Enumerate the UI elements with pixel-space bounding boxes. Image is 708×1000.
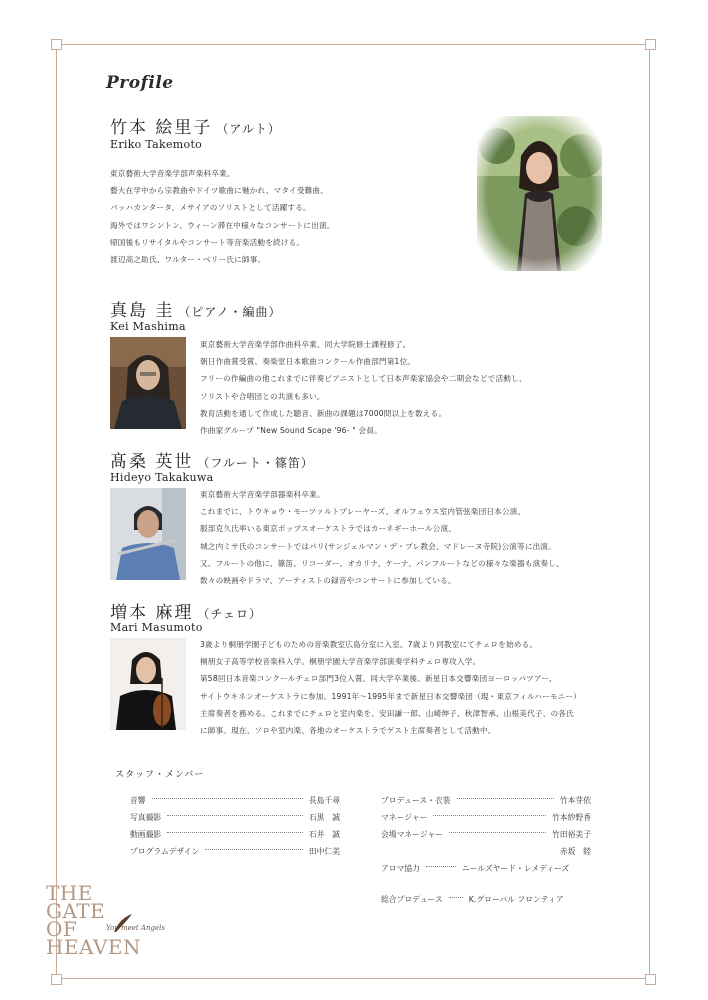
staff-title: スタッフ・メンバー	[115, 770, 205, 780]
performer-bio: 東京藝術大学音楽学部作曲科卒業、同大学院修士課程修了。 朝日作曲賞受賞、奏楽堂日本歌曲コンクール作曲部門第1位。 フリーの作編曲の他これまでに伴奏ピアニストとして日本声楽家協会や二期会などで活動し、 ソリストや合唱団との共演も多い。 教育活動を通して作成した聴音、新曲の課題は7000問以上を数える。 作曲家グループ "New Sound Scape '96- " 会員。	[200, 340, 527, 436]
staff-row: マネージャー 竹本紗野香	[381, 813, 591, 822]
feather-icon	[112, 912, 134, 938]
frame-corner	[645, 974, 656, 985]
performer-roman-name: Hideyo Takakuwa	[110, 471, 214, 484]
performer-photo	[110, 337, 186, 429]
producer-row: 総合プロデュース K.グローバル フロンティア	[381, 895, 564, 904]
performer-roman-name: Eriko Takemoto	[110, 138, 203, 151]
frame-corner	[51, 974, 62, 985]
performer-name: 竹本 絵里子 （アルト）	[110, 118, 281, 138]
staff-row: プロデュース・衣装 竹本芽依	[381, 796, 591, 805]
performer-bio: 東京藝術大学音楽学部器楽科卒業。 これまでに、トウキョウ・モーツァルトプレーヤーズ、オルフェウス室内管弦楽団日本公演、 服部克久氏率いる東京ポップスオーケストラではカーネギーホール公演、 城之内ミサ氏のコンサートではパリ(サンジェルマン・デ・プレ教会、マドレーヌ寺院)公演等に出演。 又、フルートの他に、篠笛、リコーダー、オカリナ、ケーナ、パンフルートなどの様々な楽器も演奏し、 数々の映画やドラマ、アーティストの録音やコンサートに参加している。	[200, 490, 564, 586]
performer-photo	[477, 116, 602, 271]
staff-row: 赤坂 睦	[559, 847, 591, 856]
page-heading: Profile	[106, 73, 174, 93]
staff-row: プログラムデザイン 田中仁美	[130, 847, 340, 856]
frame-corner	[51, 39, 62, 50]
staff-row: 動画撮影 石井 誠	[130, 830, 340, 839]
performer-bio: 3歳より桐朋学園子どものための音楽教室広島分室に入室。7歳より同教室にてチェロを始める。 桐朋女子高等学校音楽科入学。桐朋学園大学音楽学部演奏学科チェロ専攻入学。 第58回日本音楽コンクールチェロ部門3位入賞。同大学卒業後、新星日本交響楽団ヨーロッパツアー、 サイトウキネンオーケストラに参加。1991年〜1995年まで新星日本交響楽団（現・東京フィルハーモニー） 主席奏者を務める。これまでにチェロと室内楽を、安田謙一郎、山崎伸子、秋津智承、山根美代子、の各氏 に師事。現在、ソロや室内楽、各地のオーケストラでゲスト主席奏者として活動中。	[200, 640, 582, 736]
staff-row: 写真撮影 石黒 誠	[130, 813, 340, 822]
performer-roman-name: Mari Masumoto	[110, 621, 203, 634]
performer-name: 増本 麻理 （チェロ）	[110, 603, 263, 623]
staff-row: 音響 長島千尋	[130, 796, 340, 805]
frame-corner	[645, 39, 656, 50]
staff-row: アロマ協力 ニールズヤード・レメディーズ	[381, 864, 570, 873]
performer-roman-name: Kei Mashima	[110, 320, 186, 333]
performer-bio: 東京藝術大学音楽学部声楽科卒業。 藝大在学中から宗教曲やドイツ歌曲に魅かれ、マタイ受難曲、 バッハカンタータ、メサイアのソリストとして活躍する。 海外ではワシントン、ウィーン滞在中様々なコンサートに出演。 帰国後もリサイタルやコンサート等音楽活動を続ける。 渡辺高之助氏、ワルター・ベリー氏に師事。	[110, 169, 335, 265]
logo-tagline: You meet Angels	[106, 924, 165, 932]
staff-row: 会場マネージャー 竹田裕美子	[381, 830, 591, 839]
performer-photo	[110, 488, 186, 580]
performer-photo	[110, 638, 186, 730]
brand-logo: THE GATE OF HEAVEN You meet Angels	[46, 881, 165, 959]
performer-name: 真島 圭 （ピアノ・編曲）	[110, 301, 282, 321]
performer-name: 髙桑 英世 （フルート・篠笛）	[110, 452, 314, 472]
